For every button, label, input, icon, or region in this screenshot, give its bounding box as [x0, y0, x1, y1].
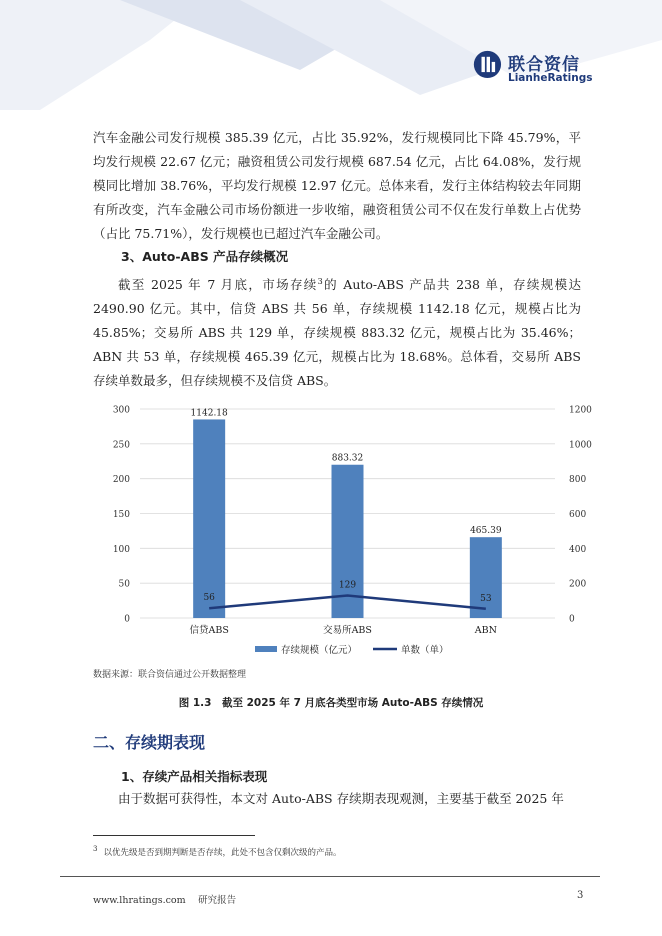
left-axis-tick: 250	[112, 440, 130, 451]
category-label: 交易所ABS	[323, 625, 372, 636]
right-axis-tick: 1200	[569, 405, 592, 416]
left-axis-tick: 300	[112, 405, 130, 416]
footnote-divider	[93, 835, 255, 836]
logo-text-cn: 联合资信	[508, 55, 580, 75]
right-axis-tick: 0	[569, 614, 575, 625]
paragraph-duration-intro: 由于数据可获得性，本文对 Auto-ABS 存续期表现观测，主要基于截至 2025 年	[118, 791, 564, 806]
category-label: 信贷ABS	[189, 625, 229, 636]
bar-data-label: 1142.18	[190, 408, 228, 419]
bar-2	[470, 537, 502, 618]
bar-data-label: 465.39	[470, 526, 502, 537]
line-data-label: 53	[480, 593, 492, 604]
outstanding-chart	[93, 398, 613, 663]
footer-site: www.lhratings.com 研究报告	[93, 895, 237, 906]
figure-caption: 图 1.3 截至 2025 年 7 月底各类型市场 Auto-ABS 存续情况	[178, 697, 484, 709]
left-axis-tick: 0	[124, 614, 130, 625]
legend-line-label: 单数（单）	[401, 645, 449, 656]
page-number: 3	[577, 890, 584, 901]
right-axis-tick: 200	[569, 579, 587, 590]
heading-auto-abs-outstanding: 3、Auto-ABS 产品存续概况	[121, 249, 289, 264]
left-axis-tick: 200	[112, 475, 130, 486]
left-axis-tick: 100	[112, 544, 130, 555]
right-axis-tick: 1000	[569, 440, 592, 451]
lianhe-logo-icon	[473, 50, 507, 84]
left-axis-tick: 50	[118, 579, 130, 590]
footer-divider	[60, 876, 600, 877]
footnote-ref: 3	[317, 277, 323, 286]
line-data-label: 56	[203, 593, 215, 604]
legend-bar-label: 存续规模（亿元）	[281, 645, 358, 656]
bar-0	[193, 419, 225, 618]
category-label: ABN	[474, 625, 497, 636]
footnote: $^3$ 以优先级是否到期判断是否存续，此处不包含仅剩次级的产品。	[93, 845, 342, 858]
right-axis-tick: 800	[569, 475, 587, 486]
right-axis-tick: 400	[569, 544, 587, 555]
legend-bar-swatch	[255, 646, 277, 652]
left-axis-tick: 150	[112, 510, 130, 520]
section-title: 二、存续期表现	[93, 733, 206, 752]
paragraph-issuance-structure: 汽车金融公司发行规模 385.39 亿元，占比 35.92%，发行规模同比下降 45.79%，平均发行规模 22.67 亿元；融资租赁公司发行规模 687.54 亿元，占比 64.08%，发行规模同比增加 38.76%，平均发行规模 12.97 亿元。总体来看，发行主体结构较去年同期有所改变，汽车金融公司市场份额进一步收缩，融资租赁公司不仅在发行单数上占优势（占比 75.71%），发行规模也已超过汽车金融公司。	[93, 130, 581, 241]
line-data-label: 129	[338, 580, 357, 591]
subsection-title: 1、存续产品相关指标表现	[121, 769, 268, 784]
right-axis-tick: 600	[569, 510, 587, 520]
logo-text-en: LianheRatings	[508, 72, 593, 84]
bar-data-label: 883.32	[331, 453, 364, 464]
data-source-note: 数据来源：联合资信通过公开数据整理	[93, 670, 247, 680]
paragraph-outstanding-overview: 截至 2025 年 7 月底，市场存续$^3$的 Auto-ABS 产品共 238 单，存续规模达 2490.90 亿元。其中，信贷 ABS 共 56 单，存续规模 1142.18 亿元，规模占比为 45.85%；交易所 ABS 共 129 单，存续规模 883.32 亿元，规模占比为 35.46%；ABN 共 53 单，存续规模 465.39 亿元，规模占比为 18.68%。总体看，交易所 ABS 存续单数最多，但存续规模不及信贷 ABS。	[93, 277, 581, 389]
